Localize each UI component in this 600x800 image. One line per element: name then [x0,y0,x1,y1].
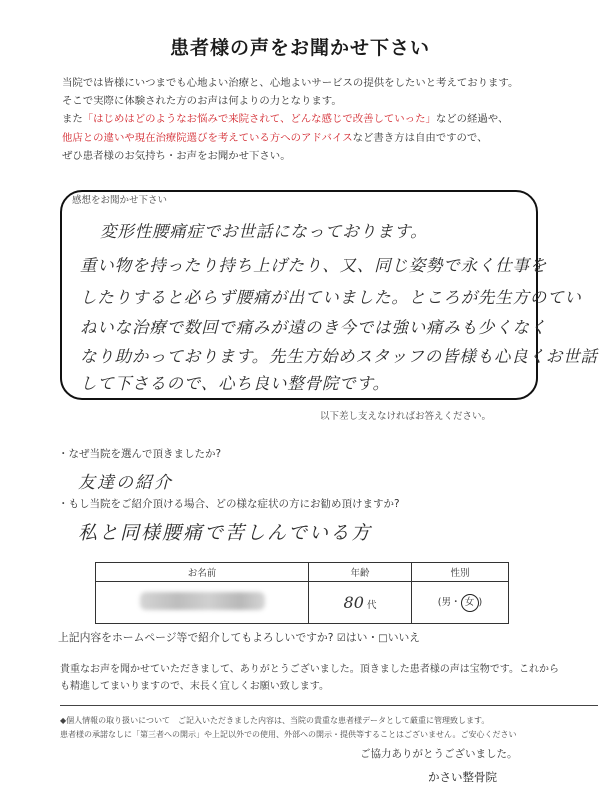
question-why-chosen: ・なぜ当院を選んで頂きましたか? [58,448,222,460]
consent-no: いいえ [387,631,421,644]
privacy-line: ◆個人情報の取り扱いについて ご記入いただきました内容は、当院の貴重な患者様データとして厳重に管理致します。 [60,716,490,725]
handwritten-line: ねいな治療で数回で痛みが遠のき今では強い痛みも少くなく [80,318,548,337]
age-header: 年齢 [309,563,412,582]
optional-note: 以下差し支えなければお答えください。 [320,411,492,422]
consent-question: 上記内容をホームページ等で紹介してもよろしいですか? [58,631,334,644]
blurred-name [140,592,265,610]
page-title: 患者様の声をお聞かせ下さい [169,37,430,59]
intro-line: 当院では皆様にいつまでも心地よい治療と、心地よいサービスの提供をしたいと考えております。 [62,77,519,89]
gender-open: (男・ [437,596,461,608]
intro-line: そこで実際に体験された方のお声は何よりの力となります。 [62,95,342,108]
thanks-message [60,661,590,695]
privacy-line: 患者様の承諾なしに「第三者への開示」や上記以外での使用、外部への開示・提供等することはございません。ご安心ください [60,729,517,739]
clinic-name: かさい整骨院 [428,770,497,784]
consent-yes: はい [345,631,368,644]
intro-text-fragment: などの経過や、 [435,113,509,126]
age-value: 80 [343,593,364,612]
handwritten-line: 重い物を持ったり持ち上げたり、又、同じ姿勢で永く仕事を [80,256,548,275]
unchecked-box-icon: □ [378,633,388,644]
intro-text-fragment: など書き方は自由ですので、 [352,131,488,144]
intro-highlight: 「はじめはどのようなお悩みで来院されて、どんな感じで改善していった」 [82,113,436,126]
checked-box-icon: ☑ [336,633,346,644]
intro-highlight: 他店との違いや現在治療院選びを考えている方へのアドバイス [62,131,353,144]
consent-separator: ・ [367,631,379,644]
age-suffix: 代 [366,600,377,611]
footer-thanks: ご協力ありがとうございました。 [360,748,518,760]
privacy-notice [60,714,600,741]
gender-close: ) [478,596,483,608]
handwritten-line: なり助かっております。先生方始めスタッフの皆様も心良くお世話 [80,347,598,366]
age-cell [309,582,412,624]
intro-line [62,129,582,147]
consent-line [58,630,420,645]
gender-selected-circle: 女 [461,594,479,612]
thanks-line: も精進してまいりますので、末長く宜しくお願い致します。 [60,681,329,692]
question-recommend: ・もし当院をご紹介頂ける場合、どの様な症状の方にお勧め頂けますか? [58,498,400,510]
gender-cell [412,582,509,624]
answer-why-chosen: 友達の紹介 [78,473,173,493]
intro-line [62,110,582,128]
voice-box-label: 感想をお聞かせ下さい [72,195,168,206]
name-header: お名前 [96,563,309,582]
patient-info-table [95,562,509,624]
answer-recommend: 私と同様腰痛で苦しんでいる方 [78,522,373,544]
intro-line: ぜひ患者様のお気持ち・お声をお聞かせ下さい。 [62,149,291,162]
name-cell [96,582,309,624]
handwritten-line: 変形性腰痛症でお世話になっております。 [100,222,428,241]
intro-text-fragment: また [62,113,83,126]
divider [60,705,598,706]
gender-header: 性別 [412,563,509,582]
thanks-line: 貴重なお声を聞かせていただきまして、ありがとうございました。頂きました患者様の声は宝物です。これから [60,664,559,675]
intro-text [62,74,582,165]
handwritten-line: したりすると必らず腰痛が出ていました。ところが先生方のてい [80,288,582,307]
handwritten-line: して下さるので、心ち良い整骨院です。 [80,374,390,393]
